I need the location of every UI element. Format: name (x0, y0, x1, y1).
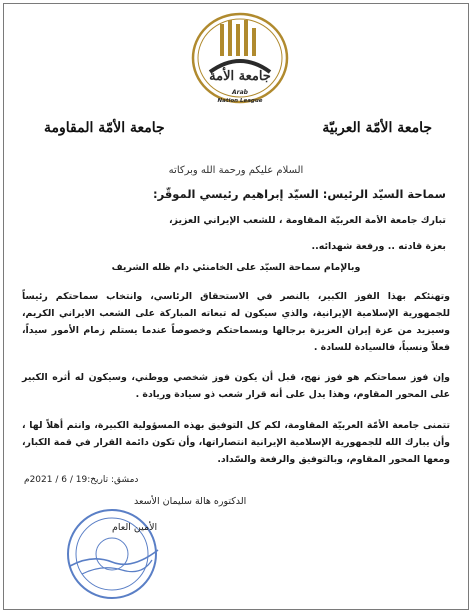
greeting: السلام عليكم ورحمة الله وبركاته (168, 165, 304, 176)
paragraph-3: تتمنى جامعة الأمّة العربيّة المقاومة، لكم كل التوفيق بهذه المسؤولية الكبيرة، وانتم أهلاً لها ، وأن يبارك الله للجمهورية الإسلامية الإيرانية انتصاراتها، وأن تكون دائمة القرار في قمة الكبار، ومعها المحور المقاوم، وبالتوفيق والرفعة والسّداد. (22, 420, 450, 465)
logo-arabic-text: جامعة الأمة (209, 69, 271, 84)
paragraph-1: وتهنئكم بهذا الفوز الكبير، بالنصر في الاستحقاق الرئاسي، وانتخاب سماحتكم رئيساً للجمهورية الإسلامية الإيرانية، والذي سيكون له تبعاته المباركة على الشعب الايراني الكريم، وسيزيد من عزة إيران العزيزة برجالها وبسماحتكم وخصوصاً عندما يستلم زمام الأمور سيداً، فعلاً ونسباً، فالسيادة للسادة . (22, 291, 450, 353)
letter-line-1: تبارك جامعة الأمة العربيّة المقاومة ، للشعب الإيراني العزيز، (168, 215, 446, 226)
date-line: دمشق: تاريخ:19 / 6 / 2021م (24, 475, 139, 485)
header-right-title: جامعة الأمّة العربيّة (322, 120, 432, 136)
letter-line-3: وبالإمام سماحة السيّد على الخامنئي دام ظله الشريف (111, 262, 361, 273)
letter-line-2: بعزة قادته .. ورفعة شهدائه.. (311, 241, 446, 252)
arab-nation-league-logo (180, 10, 300, 114)
header-left-title: جامعة الأمّة المقاومة (44, 120, 165, 136)
paragraph-2: وإن فوز سماحتكم هو فوز نهج، قبل أن يكون فوز شخصي ووطني، وسيكون له أثره الكبير على المحور المقاوم، وهذا يدل على أنه قرار شعب ذو سيادة وريادة . (22, 372, 450, 400)
signatory-name: الدكتوره هالة سليمان الأسعد (134, 496, 247, 507)
addressee: سماحة السيّد الرئيس: السيّد إبراهيم رئيسي الموقّر: (153, 187, 446, 201)
logo-latin-line1: Arab (232, 89, 248, 96)
logo-latin-line2: Nation League (217, 98, 263, 104)
signatory-title: الأمين العام (112, 522, 158, 533)
official-stamp (62, 504, 162, 604)
letter-page (3, 3, 469, 610)
